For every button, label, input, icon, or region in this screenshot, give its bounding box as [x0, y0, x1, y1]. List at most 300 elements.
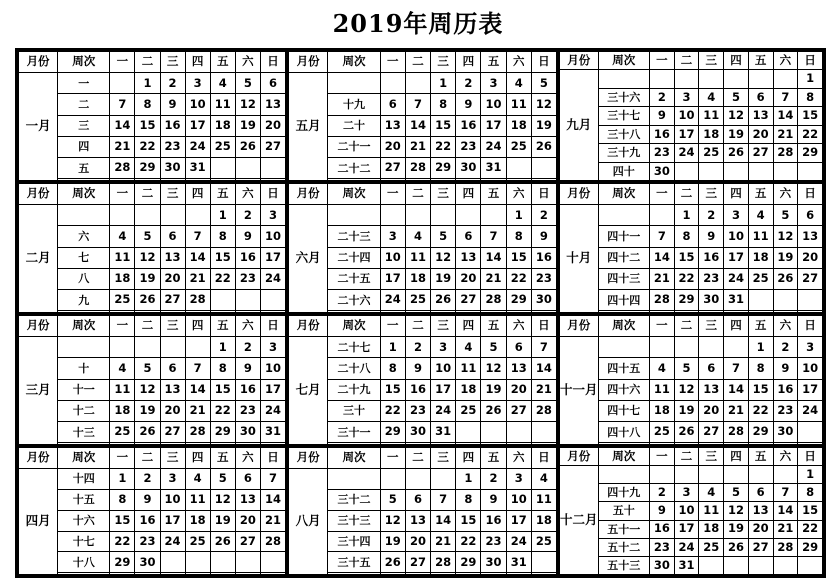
week-number: 十五: [58, 489, 110, 510]
day-cell: [649, 311, 674, 313]
week-row: [560, 226, 823, 247]
day-cell: 18: [456, 379, 481, 400]
month-block: [287, 50, 558, 182]
day-cell: [431, 179, 456, 181]
header-row: [289, 52, 557, 73]
header-day-label: 二: [405, 52, 430, 73]
day-cell: 9: [699, 226, 724, 247]
day-cell: 23: [481, 531, 506, 552]
day-cell: 23: [405, 400, 430, 421]
day-cell: 20: [506, 379, 531, 400]
day-cell: 20: [456, 268, 481, 289]
week-row: [560, 379, 823, 400]
week-number: 三十六: [598, 88, 649, 106]
day-cell: 28: [531, 400, 556, 421]
day-cell: 14: [431, 510, 456, 531]
day-cell: [380, 468, 405, 489]
header-day-label: 日: [798, 184, 823, 205]
day-cell: 17: [160, 510, 185, 531]
header-day-label: 二: [674, 52, 699, 70]
month-block: [558, 446, 824, 576]
month-block: [17, 314, 287, 446]
day-cell: [380, 73, 405, 94]
day-cell: 14: [481, 247, 506, 268]
day-cell: 11: [506, 94, 531, 115]
header-day-label: 六: [506, 316, 531, 337]
week-number: 二十八: [328, 358, 380, 379]
month-block: [17, 182, 287, 314]
day-cell: [380, 205, 405, 226]
day-cell: 22: [798, 125, 823, 143]
day-cell: 4: [110, 358, 135, 379]
header-day-label: 日: [798, 52, 823, 70]
day-cell: 20: [798, 247, 823, 268]
day-cell: 16: [456, 115, 481, 136]
day-cell: 20: [748, 520, 773, 538]
day-cell: 2: [481, 468, 506, 489]
week-row: [19, 247, 286, 268]
day-cell: 28: [431, 552, 456, 573]
day-cell: [110, 443, 135, 445]
header-day-label: 一: [380, 52, 405, 73]
day-cell: 6: [405, 489, 430, 510]
day-cell: 22: [210, 268, 235, 289]
header-day-label: 三: [160, 316, 185, 337]
header-day-label: 四: [456, 52, 481, 73]
day-cell: 22: [798, 520, 823, 538]
week-number: 四十七: [598, 400, 649, 421]
header-day-label: 一: [110, 448, 135, 469]
day-cell: [185, 205, 210, 226]
day-cell: [210, 311, 235, 313]
day-cell: 28: [724, 422, 749, 443]
day-cell: 3: [431, 337, 456, 358]
day-cell: 11: [210, 94, 235, 115]
day-cell: 28: [185, 422, 210, 443]
day-cell: 23: [456, 136, 481, 157]
day-cell: 19: [380, 531, 405, 552]
day-cell: 17: [431, 379, 456, 400]
day-cell: 20: [160, 400, 185, 421]
day-cell: [649, 337, 674, 358]
day-cell: [135, 311, 160, 313]
header-day-label: 日: [260, 184, 285, 205]
header-day-label: 三: [431, 448, 456, 469]
week-number: 三十八: [598, 125, 649, 143]
day-cell: 30: [773, 422, 798, 443]
day-cell: 7: [724, 358, 749, 379]
week-number: [328, 443, 380, 445]
week-row: [19, 205, 286, 226]
day-cell: 24: [674, 144, 699, 162]
day-cell: 1: [506, 205, 531, 226]
day-cell: 23: [135, 531, 160, 552]
header-day-label: 二: [135, 448, 160, 469]
day-cell: 15: [748, 379, 773, 400]
header-day-label: 二: [135, 316, 160, 337]
day-cell: [649, 70, 674, 88]
day-cell: 21: [405, 136, 430, 157]
day-cell: [160, 205, 185, 226]
header-row: [289, 448, 557, 469]
day-cell: [380, 311, 405, 313]
day-cell: 24: [260, 400, 285, 421]
header-day-label: 五: [481, 448, 506, 469]
day-cell: 10: [724, 226, 749, 247]
day-cell: 12: [773, 226, 798, 247]
day-cell: [210, 290, 235, 311]
week-number: [598, 205, 649, 226]
header-week-label: 周次: [328, 52, 380, 73]
day-cell: [135, 205, 160, 226]
month-name: 十月: [560, 205, 599, 313]
day-cell: 12: [431, 247, 456, 268]
week-row: [560, 162, 823, 180]
month-block: [558, 50, 824, 182]
header-day-label: 一: [380, 448, 405, 469]
week-row: [289, 158, 557, 179]
day-cell: 16: [235, 379, 260, 400]
week-number: 十四: [58, 468, 110, 489]
day-cell: 30: [699, 290, 724, 311]
header-month-label: 月份: [289, 184, 328, 205]
day-cell: 29: [798, 144, 823, 162]
week-row: [560, 268, 823, 289]
day-cell: 19: [235, 115, 260, 136]
week-number: 二十七: [328, 337, 380, 358]
week-number: [58, 573, 110, 575]
day-cell: [748, 466, 773, 484]
header-month-label: 月份: [289, 316, 328, 337]
day-cell: [185, 311, 210, 313]
day-cell: 21: [531, 379, 556, 400]
week-row: [19, 552, 286, 573]
week-row: [19, 489, 286, 510]
day-cell: 22: [431, 136, 456, 157]
day-cell: 2: [456, 73, 481, 94]
day-cell: [185, 337, 210, 358]
day-cell: [210, 573, 235, 575]
day-cell: 12: [135, 379, 160, 400]
header-day-label: 日: [260, 448, 285, 469]
day-cell: 25: [110, 290, 135, 311]
day-cell: [724, 70, 749, 88]
day-cell: 26: [531, 136, 556, 157]
header-day-label: 一: [110, 184, 135, 205]
month-block: [287, 314, 558, 446]
header-day-label: 六: [506, 52, 531, 73]
day-cell: 10: [674, 502, 699, 520]
day-cell: 13: [798, 226, 823, 247]
day-cell: 15: [456, 510, 481, 531]
day-cell: 16: [649, 125, 674, 143]
day-cell: 31: [506, 552, 531, 573]
day-cell: 22: [506, 268, 531, 289]
day-cell: 14: [649, 247, 674, 268]
day-cell: 8: [210, 358, 235, 379]
week-row: [19, 158, 286, 179]
week-row: [289, 136, 557, 157]
day-cell: 7: [481, 226, 506, 247]
week-row: [289, 510, 557, 531]
header-day-label: 五: [210, 316, 235, 337]
week-number: 二十五: [328, 268, 380, 289]
week-row: [19, 226, 286, 247]
day-cell: 6: [160, 226, 185, 247]
week-number: 三: [58, 115, 110, 136]
day-cell: 9: [160, 94, 185, 115]
week-number: 三十九: [598, 144, 649, 162]
day-cell: [431, 468, 456, 489]
week-row: [19, 115, 286, 136]
day-cell: 24: [431, 400, 456, 421]
header-day-label: 六: [773, 184, 798, 205]
week-row: [19, 268, 286, 289]
week-row: [560, 422, 823, 443]
day-cell: 28: [481, 290, 506, 311]
week-number: 五十三: [598, 556, 649, 574]
day-cell: 24: [185, 136, 210, 157]
day-cell: 8: [380, 358, 405, 379]
header-day-label: 四: [456, 184, 481, 205]
day-cell: 19: [135, 400, 160, 421]
header-month-label: 月份: [560, 448, 599, 466]
day-cell: 2: [135, 468, 160, 489]
day-cell: 14: [531, 358, 556, 379]
day-cell: 4: [185, 468, 210, 489]
month-name: 四月: [19, 468, 58, 574]
week-number: [328, 468, 380, 489]
day-cell: 7: [185, 226, 210, 247]
day-cell: 5: [724, 484, 749, 502]
header-day-label: 五: [748, 184, 773, 205]
day-cell: 23: [699, 268, 724, 289]
day-cell: 8: [431, 94, 456, 115]
header-month-label: 月份: [560, 184, 599, 205]
day-cell: 3: [160, 468, 185, 489]
week-number: 二十三: [328, 226, 380, 247]
day-cell: [506, 422, 531, 443]
day-cell: 13: [699, 379, 724, 400]
day-cell: 22: [456, 531, 481, 552]
week-row: [19, 94, 286, 115]
header-day-label: 六: [773, 316, 798, 337]
header-day-label: 四: [724, 448, 749, 466]
week-row: [560, 520, 823, 538]
day-cell: 21: [724, 400, 749, 421]
day-cell: 7: [431, 489, 456, 510]
day-cell: 11: [405, 247, 430, 268]
day-cell: 15: [798, 107, 823, 125]
day-cell: [235, 158, 260, 179]
week-row: [560, 247, 823, 268]
header-day-label: 三: [431, 52, 456, 73]
week-number: 十三: [58, 422, 110, 443]
week-row: [289, 268, 557, 289]
week-number: 三十一: [328, 422, 380, 443]
header-row: [19, 316, 286, 337]
day-cell: 28: [260, 531, 285, 552]
day-cell: 30: [405, 422, 430, 443]
day-cell: [699, 70, 724, 88]
day-cell: 14: [260, 489, 285, 510]
day-cell: 11: [185, 489, 210, 510]
day-cell: 13: [405, 510, 430, 531]
week-number: [58, 179, 110, 181]
day-cell: [748, 290, 773, 311]
day-cell: [235, 552, 260, 573]
week-row: [560, 466, 823, 484]
day-cell: [456, 422, 481, 443]
header-day-label: 四: [724, 316, 749, 337]
day-cell: [724, 443, 749, 445]
header-day-label: 五: [210, 184, 235, 205]
day-cell: 24: [160, 531, 185, 552]
header-day-label: 二: [674, 448, 699, 466]
header-week-label: 周次: [598, 184, 649, 205]
day-cell: 22: [674, 268, 699, 289]
day-cell: 29: [674, 290, 699, 311]
day-cell: [110, 205, 135, 226]
day-cell: 16: [699, 247, 724, 268]
header-day-label: 四: [185, 52, 210, 73]
day-cell: 10: [431, 358, 456, 379]
week-number: 四十六: [598, 379, 649, 400]
header-week-label: 周次: [58, 316, 110, 337]
header-month-label: 月份: [19, 448, 58, 469]
header-day-label: 二: [674, 184, 699, 205]
day-cell: 22: [748, 400, 773, 421]
header-day-label: 六: [235, 184, 260, 205]
day-cell: 10: [260, 226, 285, 247]
day-cell: 18: [699, 520, 724, 538]
week-number: [598, 443, 649, 445]
day-cell: [405, 205, 430, 226]
day-cell: [185, 179, 210, 181]
day-cell: [724, 466, 749, 484]
day-cell: 15: [210, 379, 235, 400]
day-cell: [699, 311, 724, 313]
day-cell: 20: [748, 125, 773, 143]
day-cell: 12: [674, 379, 699, 400]
day-cell: 23: [773, 400, 798, 421]
day-cell: 16: [235, 247, 260, 268]
day-cell: 24: [481, 136, 506, 157]
day-cell: 17: [674, 520, 699, 538]
day-cell: 27: [748, 144, 773, 162]
header-day-label: 三: [699, 448, 724, 466]
week-number: 四十九: [598, 484, 649, 502]
header-day-label: 六: [506, 184, 531, 205]
day-cell: 26: [481, 400, 506, 421]
day-cell: 9: [456, 94, 481, 115]
header-row: [560, 184, 823, 205]
week-row: [289, 489, 557, 510]
day-cell: 27: [380, 158, 405, 179]
day-cell: 16: [773, 379, 798, 400]
header-day-label: 四: [185, 316, 210, 337]
day-cell: 21: [185, 268, 210, 289]
week-row: [19, 422, 286, 443]
week-number: 五: [58, 158, 110, 179]
header-month-label: 月份: [289, 52, 328, 73]
day-cell: 10: [674, 107, 699, 125]
day-cell: [260, 158, 285, 179]
day-cell: 17: [380, 268, 405, 289]
week-row: [289, 531, 557, 552]
day-cell: [260, 179, 285, 181]
week-number: 八: [58, 268, 110, 289]
month-name: 一月: [19, 73, 58, 181]
week-row: [289, 337, 557, 358]
week-row: [560, 88, 823, 106]
day-cell: [699, 556, 724, 574]
day-cell: 30: [135, 552, 160, 573]
day-cell: [748, 556, 773, 574]
week-number: 二十: [328, 115, 380, 136]
header-row: [19, 52, 286, 73]
day-cell: 14: [185, 247, 210, 268]
day-cell: [481, 205, 506, 226]
day-cell: [235, 443, 260, 445]
day-cell: 11: [649, 379, 674, 400]
day-cell: [531, 179, 556, 181]
day-cell: 16: [649, 520, 674, 538]
day-cell: 26: [380, 552, 405, 573]
day-cell: [380, 179, 405, 181]
day-cell: 2: [649, 484, 674, 502]
week-row: [289, 226, 557, 247]
header-day-label: 五: [481, 316, 506, 337]
week-row: [289, 400, 557, 421]
month-name: 六月: [289, 205, 328, 313]
header-day-label: 一: [649, 448, 674, 466]
day-cell: 6: [380, 94, 405, 115]
day-cell: 27: [260, 136, 285, 157]
day-cell: 30: [235, 422, 260, 443]
day-cell: 8: [798, 484, 823, 502]
week-row: [19, 573, 286, 575]
day-cell: 19: [135, 268, 160, 289]
week-row: [19, 73, 286, 94]
header-day-label: 四: [185, 184, 210, 205]
week-number: 三十三: [328, 510, 380, 531]
day-cell: [506, 573, 531, 575]
week-row: [289, 552, 557, 573]
header-day-label: 三: [699, 316, 724, 337]
day-cell: 7: [773, 484, 798, 502]
day-cell: [456, 179, 481, 181]
week-row: [289, 311, 557, 313]
day-cell: 18: [506, 115, 531, 136]
day-cell: 21: [481, 268, 506, 289]
day-cell: 16: [531, 247, 556, 268]
day-cell: 24: [260, 268, 285, 289]
day-cell: 21: [649, 268, 674, 289]
day-cell: 6: [260, 73, 285, 94]
day-cell: 11: [531, 489, 556, 510]
week-number: [598, 337, 649, 358]
day-cell: [481, 422, 506, 443]
day-cell: 27: [456, 290, 481, 311]
day-cell: [110, 73, 135, 94]
day-cell: 26: [724, 538, 749, 556]
month-block: [558, 182, 824, 314]
day-cell: 12: [724, 107, 749, 125]
day-cell: 9: [773, 358, 798, 379]
day-cell: 26: [773, 268, 798, 289]
header-day-label: 三: [699, 52, 724, 70]
